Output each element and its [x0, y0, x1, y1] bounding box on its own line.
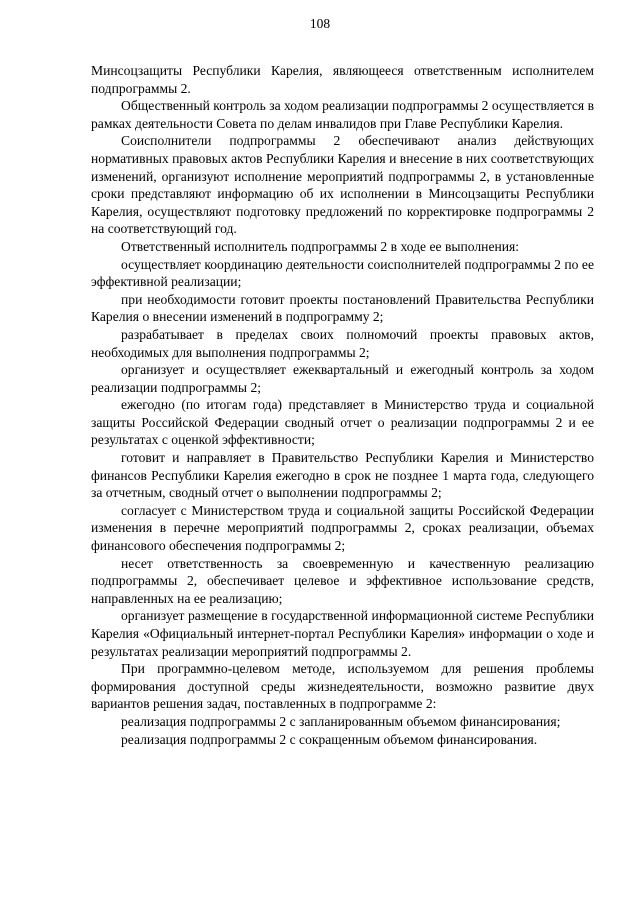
list-item: ежегодно (по итогам года) представляет в Министерство труда и социальной защиты Российской Федерации сводный отчет о реализации подпрограммы 2 и ее результатах с оценкой эффективности;: [91, 397, 594, 448]
paragraph: При программно-целевом методе, используемом для решения проблемы формирования доступной среды жизнедеятельности, возможно развитие двух вариантов решения задач, поставленных в подпрограмме 2:: [91, 661, 594, 712]
list-item: организует размещение в государственной информационной системе Республики Карелия «Официальный интернет-портал Республики Карелия» информации о ходе и результатах реализации мероприятий подпрограммы 2.: [91, 608, 594, 659]
paragraph: Ответственный исполнитель подпрограммы 2 в ходе ее выполнения:: [121, 238, 520, 254]
document-body: [91, 62, 594, 748]
list-item: разрабатывает в пределах своих полномочий проекты правовых актов, необходимых для выполнения подпрограммы 2;: [91, 326, 594, 360]
list-item: несет ответственность за своевременную и качественную реализацию подпрограммы 2, обеспечивает целевое и эффективное использование средств, направленных на ее реализацию;: [91, 555, 594, 606]
list-item: реализация подпрограммы 2 с сокращенным объемом финансирования.: [121, 731, 538, 747]
list-item: при необходимости готовит проекты постановлений Правительства Республики Карелия о внесении изменений в подпрограмму 2;: [91, 291, 594, 325]
list-item: реализация подпрограммы 2 с запланированным объемом финансирования;: [121, 713, 561, 729]
list-item: осуществляет координацию деятельности соисполнителей подпрограммы 2 по ее эффективной реализации;: [91, 256, 594, 290]
page-number: 108: [309, 16, 331, 31]
paragraph: Соисполнители подпрограммы 2 обеспечивают анализ действующих нормативных правовых актов Республики Карелия и внесение в них соответствующих изменений, организуют исполнение мероприятий подпрограммы 2, в установленные сроки представляют информацию об их исполнении в Минсоцзащиты Республики Карелия, осуществляют подготовку предложений по корректировке подпрограммы 2 на соответствующий год.: [91, 133, 594, 237]
list-item: организует и осуществляет ежеквартальный и ежегодный контроль за ходом реализации подпрограммы 2;: [91, 362, 594, 395]
paragraph: Общественный контроль за ходом реализации подпрограммы 2 осуществляется в рамках деятельности Совета по делам инвалидов при Главе Республики Карелия.: [91, 98, 594, 131]
list-item: согласует с Министерством труда и социальной защиты Российской Федерации изменения в перечне мероприятий подпрограммы 2, сроках реализации, объемах финансового обеспечения подпрограммы 2;: [91, 502, 594, 554]
paragraph: Минсоцзащиты Республики Карелия, являющееся ответственным исполнителем подпрограммы 2.: [91, 63, 594, 96]
list-item: готовит и направляет в Правительство Республики Карелия и Министерство финансов Республики Карелия ежегодно в срок не позднее 1 марта года, следующего за отчетным, сводный отчет о выполнении подпрограммы 2;: [91, 450, 594, 501]
